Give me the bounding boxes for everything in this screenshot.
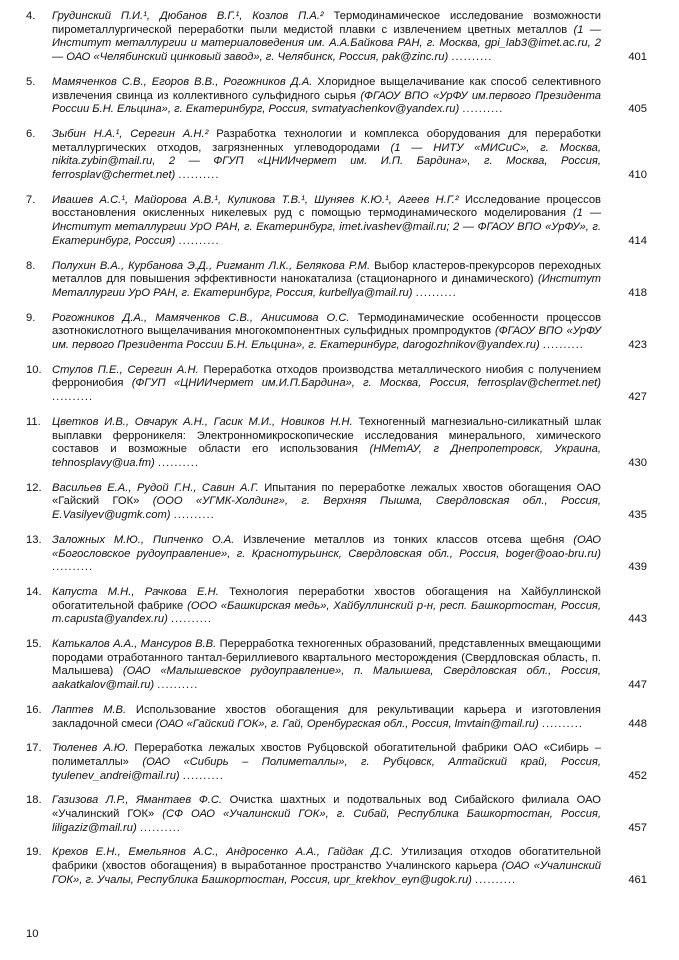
entry-text <box>52 76 647 117</box>
toc-entry <box>26 638 647 693</box>
entry-authors: Грудинский П.И.¹, Дюбанов В.Г.¹, Козлов П.А.² <box>52 10 324 22</box>
entry-affiliation: (1 — Институт металлургии и материаловедения им. А.А.Байкова РАН, г. Москва, gpi_lab3@imet.ac.ru, 2 — ОАО «Челябинский цинковый завод», г. Челябинск, Россия, pak@zinc.ru) <box>52 23 601 64</box>
dot-leader: .......... <box>157 679 199 692</box>
entry-text <box>52 312 647 353</box>
entry-title: Техногенный магнезиально-силикатный шлак выплавки ферроникеля: Электронномикроскопические исследования минерального, химического составов и возможные области его использования <box>52 415 601 456</box>
entry-page-number: 414 <box>628 234 647 247</box>
entry-text <box>52 416 647 471</box>
entry-page-number: 401 <box>628 51 647 64</box>
toc-entry <box>26 586 647 627</box>
entry-authors: Катькалов А.А., Мансуров В.В. <box>52 638 217 651</box>
entry-title: Перерработка техногенных образований, представленных вмещающими породами отработанного тантал-бериллиевого квартального месторождения (Свердловская область, п. Малышева) <box>52 638 602 678</box>
dot-leader: .......... <box>541 717 583 730</box>
entry-authors: Заложных М.Ю., Пипченко О.А. <box>52 533 235 546</box>
dot-leader: .......... <box>178 234 220 247</box>
page-number: 10 <box>26 928 39 941</box>
toc-entry <box>26 194 647 249</box>
entry-title: Ипытания по переработке лежалых хвостов обогащения ОАО «Гайский ГОК» <box>52 481 602 508</box>
entry-title: Технология переработки хвостов обогащения на Хайбуллинской обогатительной фабрике <box>52 585 601 612</box>
toc-entry <box>26 76 647 117</box>
entry-title: Термодинамические особенности процессов азотнокислотного выщелачивания многокомпонентных сульфидных промпродуктов <box>52 311 602 338</box>
dot-leader: .......... <box>173 509 215 522</box>
entry-title: Извлечение металлов из тонких классов отсева щебня <box>243 533 565 546</box>
entry-page-number: 435 <box>628 509 647 522</box>
entry-affiliation: (ОАО «Учалинский ГОК», г. Учалы, Республика Башкортостан, Россия, upr_krekhov_eyn@ugok.ru) <box>52 860 602 886</box>
entry-number: 4. <box>26 10 36 22</box>
entry-title: Хлоридное выщелачивание как способ селективного извлечения свинца из коллективного сульфидного сырья <box>52 75 602 102</box>
toc-entry <box>26 534 647 575</box>
entry-text <box>52 638 647 693</box>
toc-entry <box>26 364 647 405</box>
entry-affiliation: (1 — НИТУ «МИСиС», г. Москва, nikita.zybin@mail.ru, 2 — ФГУП «ЦНИИчермет им. И.П. Бардина», г. Москва, Россия, ferrosplav@chermet.net) <box>52 141 602 182</box>
entry-title: Разработка технологии и комплекса оборудования для переработки металлургических отходов, загрязненных углеводородами <box>52 127 602 154</box>
entry-affiliation: (ООО «Башкирская медь», Хайбуллинский р-н, респ. Башкортостан, Россия, m.capusta@yandex.ru) <box>52 599 602 626</box>
toc-entry <box>26 794 647 835</box>
entry-authors: Крехов Е.Н., Емельянов А.С., Андросенко А.А., Гайдак Д.С. <box>52 846 394 859</box>
dot-leader: .......... <box>52 561 94 574</box>
toc-entry <box>26 416 647 471</box>
entry-number: 15. <box>26 638 42 651</box>
entry-text <box>52 846 647 887</box>
dot-leader: .......... <box>178 169 220 182</box>
entry-number: 19. <box>26 846 42 859</box>
entry-authors: Цветков И.В., Овчарук А.Н., Гасик М.И., Новиков Н.Н. <box>52 415 353 428</box>
entry-title: Утилизация отходов обогатительной фабрики (хвостов обогащения) в выработанное пространство Учалинского карьера <box>52 846 602 873</box>
dot-leader: .......... <box>542 339 584 352</box>
dot-leader: .......... <box>451 51 493 64</box>
dot-leader: .......... <box>475 873 517 886</box>
entry-text <box>52 260 647 301</box>
entry-authors: Полухин В.А., Курбанова Э.Д., Ригмант Л.К., Белякова Р.М. <box>52 259 371 272</box>
toc-entry <box>26 742 647 783</box>
entry-authors: Капуста М.Н., Рачкова Е.Н. <box>52 585 219 598</box>
entry-page-number: 410 <box>628 169 647 182</box>
entry-page-number: 418 <box>628 286 647 299</box>
entry-authors: Васильев Е.А., Рудой Г.Н., Савин А.Г. <box>52 481 259 494</box>
entry-number: 18. <box>26 794 42 807</box>
entry-text <box>52 128 647 183</box>
entry-number: 11. <box>26 415 41 428</box>
dot-leader: .......... <box>182 769 224 782</box>
entry-affiliation: (ОАО «Гайский ГОК», г. Гай, Оренбургская обл., Россия, lmvtain@mail.ru) <box>155 717 539 730</box>
entry-affiliation: (ОАО «Сибирь – Полиметаллы», г. Рубцовск, Алтайский край, Россия, tyulenev_andrei@mail.ru) <box>52 755 601 782</box>
dot-leader: .......... <box>170 613 213 626</box>
entry-title: Переработка отходов производства металлического ниобия с получением феррониобия <box>52 363 602 390</box>
entry-text <box>52 794 647 835</box>
entry-authors: Зыбин Н.А.¹, Серегин А.Н.² <box>52 127 209 140</box>
entry-page-number: 452 <box>628 769 647 782</box>
entry-authors: Газизова Л.Р., Ямантаев Ф.С. <box>52 794 223 807</box>
entry-authors: Тюленев А.Ю. <box>52 742 129 755</box>
entry-title: Термодинамическое исследование возможности пирометаллургической переработки пыли медистой плавки с извлечением цветных металлов <box>52 10 601 36</box>
entry-title: Выбор кластеров-прекурсоров переходных металлов для повышения эффективности нанокатализа (стационарного и динамического) <box>52 259 601 286</box>
entry-text <box>52 194 647 249</box>
entry-page-number: 405 <box>628 103 647 116</box>
entry-page-number: 430 <box>628 456 647 469</box>
entry-text <box>52 10 647 65</box>
entry-affiliation: (ФГАОУ ВПО «УрФУ им. первого Президента России Б.Н. Ельцина», г. Екатеринбург, darogozhnikov@yandex.ru) <box>52 325 601 352</box>
entry-affiliation: (1 — Институт металлургии УрО РАН, г. Екатеринбург, imet.ivashev@mail.ru; 2 — ФГАОУ ВПО «УрФУ», г. Екатеринбург, Россия) <box>52 207 602 247</box>
entry-number: 13. <box>26 533 42 546</box>
entry-number: 6. <box>26 127 36 140</box>
entry-title: Очистка шахтных и подотвальных вод Сибайского филиала ОАО «Учалинский ГОК» <box>52 794 601 821</box>
entry-number: 7. <box>26 193 36 206</box>
toc-entry <box>26 260 647 301</box>
entry-affiliation: (Институт Металлургии УрО РАН, г. Екатеринбург, Россия, kurbellya@mail.ru) <box>52 273 601 299</box>
entry-affiliation: (ОАО «Богословское рудоуправление», г. Краснотурьинск, Свердловская обл., Россия, boger@oao-bru.ru) <box>52 533 602 560</box>
entry-page-number: 457 <box>628 821 647 834</box>
entry-title: Исследование процессов восстановления окисленных никелевых руд с помощью термодинамического моделирования <box>52 193 602 220</box>
entry-text <box>52 534 647 575</box>
table-of-contents <box>26 10 647 888</box>
dot-leader: .......... <box>52 391 94 404</box>
dot-leader: .......... <box>462 103 504 116</box>
entry-page-number: 461 <box>628 873 647 886</box>
dot-leader: .......... <box>157 456 199 469</box>
entry-number: 8. <box>26 259 36 272</box>
entry-number: 17. <box>26 742 42 755</box>
toc-entry <box>26 312 647 353</box>
toc-entry <box>26 482 647 523</box>
entry-number: 10. <box>26 363 42 376</box>
entry-number: 5. <box>26 75 36 88</box>
entry-authors: Ивашев А.С.¹, Майорова А.В.¹, Куликова Т.В.¹, Шуняев К.Ю.¹, Агеев Н.Г.² <box>52 193 459 206</box>
entry-page-number: 447 <box>628 679 647 692</box>
entry-text <box>52 742 647 783</box>
entry-page-number: 443 <box>628 613 647 626</box>
entry-text <box>52 586 647 627</box>
entry-affiliation: (ООО «УГМК-Холдинг», г. Верхняя Пышма, Свердловская обл., Россия, E.Vasilyev@ugmk.com) <box>52 495 601 522</box>
toc-entry <box>26 10 647 65</box>
entry-affiliation: (ФГАОУ ВПО «УрФУ им.первого Президента России Б.Н. Ельцина», г. Екатеринбург, Россия, svmatyachenkov@yandex.ru) <box>52 89 601 116</box>
dot-leader: .......... <box>139 821 181 834</box>
entry-authors: Лаптев М.В. <box>52 703 127 716</box>
entry-text <box>52 364 647 405</box>
entry-number: 16. <box>26 703 42 716</box>
entry-title: Использование хвостов обогащения для рекультивации карьера и изготовления закладочной смеси <box>52 703 601 730</box>
entry-number: 14. <box>26 585 42 598</box>
toc-entry <box>26 128 647 183</box>
entry-page-number: 423 <box>628 339 647 352</box>
entry-page-number: 439 <box>628 561 647 574</box>
entry-page-number: 448 <box>628 717 647 730</box>
entry-authors: Рогожников Д.А., Мамяченков С.В., Анисимова О.С. <box>52 311 350 324</box>
entry-text <box>52 704 647 731</box>
entry-title: Переработка лежалых хвостов Рубцовской обогатительной фабрики ОАО «Сибирь – полиметаллы» <box>52 742 601 768</box>
toc-entry <box>26 704 647 731</box>
entry-number: 12. <box>26 481 42 494</box>
entry-affiliation: (ФГУП «ЦНИИчермет им.И.П.Бардина», г. Москва, Россия, ferrosplav@chermet.net) <box>131 377 601 390</box>
entry-affiliation: (ОАО «Малышевское рудоуправление», п. Малышева, Свердловская обл., Россия, aakatkalov@mail.ru) <box>52 665 601 692</box>
entry-authors: Мамяченков С.В., Егоров В.В., Рогожников Д.А. <box>52 75 313 88</box>
entry-affiliation: (СФ ОАО «Учалинский ГОК», г. Сибай, Республика Башкортостан, Россия, liligaziz@mail.ru) <box>52 808 602 834</box>
entry-number: 9. <box>26 311 36 324</box>
entry-page-number: 427 <box>628 391 647 404</box>
entry-text <box>52 482 647 523</box>
dot-leader: .......... <box>415 286 457 299</box>
entry-authors: Стулов П.Е., Серегин А.Н. <box>52 363 199 376</box>
toc-entry <box>26 846 647 887</box>
entry-affiliation: (НМетАУ, г Днепропетровск, Украина, tehnosplavy@ua.fm) <box>52 443 602 469</box>
